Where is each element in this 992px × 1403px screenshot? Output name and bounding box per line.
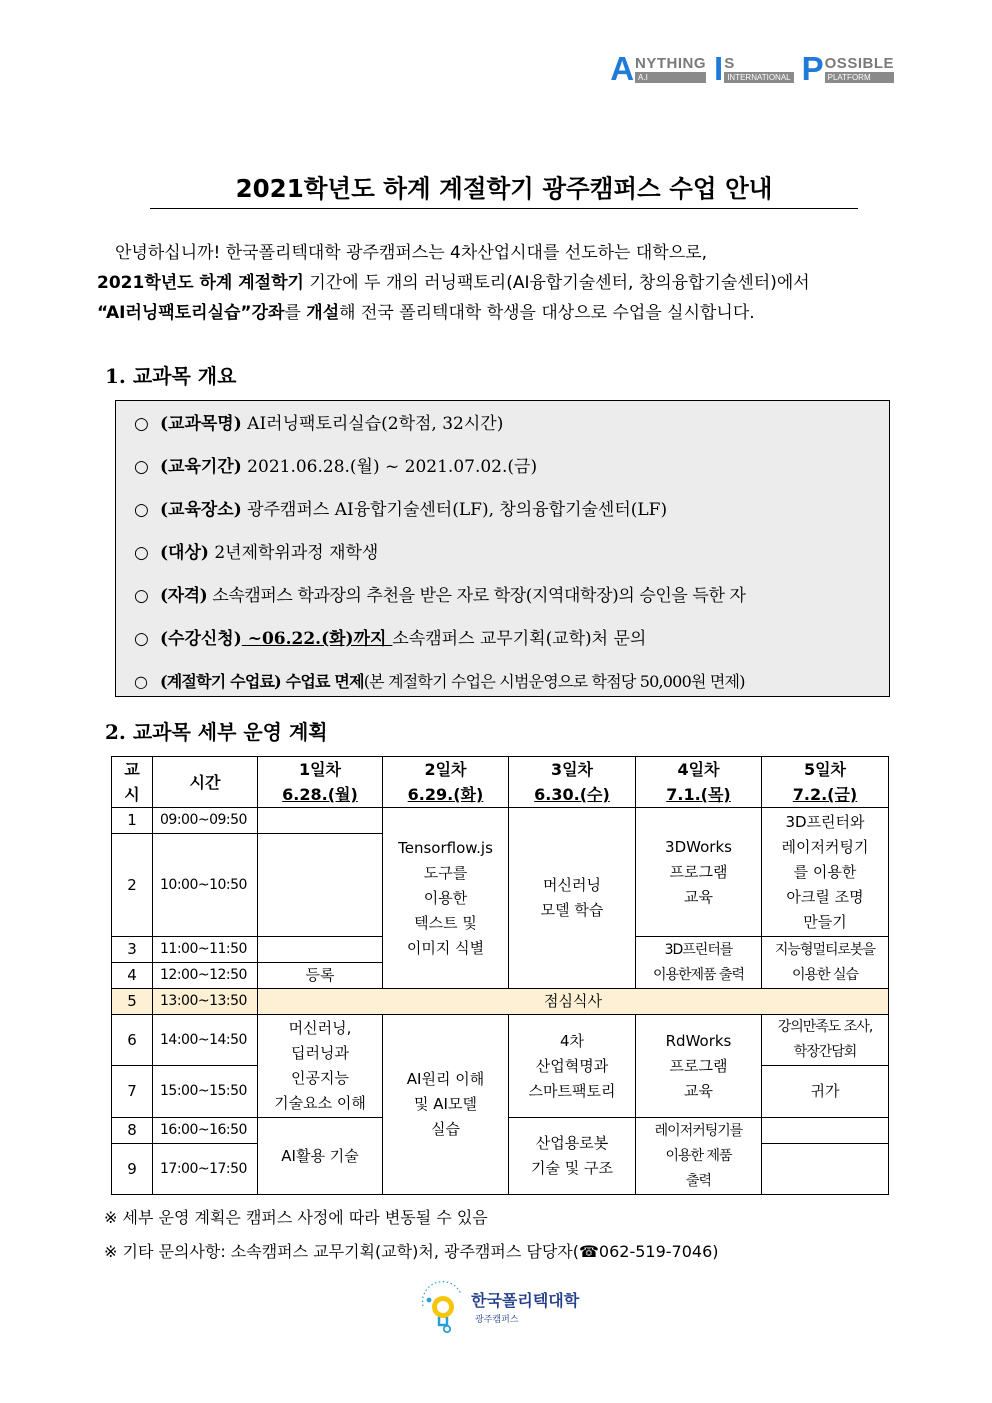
registration-deadline: ~06.22.(화)까지 bbox=[241, 629, 393, 649]
period-time: 13:00~13:50 bbox=[153, 989, 258, 1015]
header-time: 시간 bbox=[153, 757, 258, 808]
schedule-cell: 3D프린터와 레이저커팅기 를 이용한 아크릴 조명 만들기 bbox=[762, 808, 889, 937]
header-period: 교 시 bbox=[112, 757, 153, 808]
table-row-lunch bbox=[112, 989, 889, 1015]
section-heading-schedule: 2. 교과목 세부 운영 계획 bbox=[105, 720, 328, 744]
brand-letter: P bbox=[801, 50, 824, 87]
schedule-cell-lunch: 점심식사 bbox=[258, 989, 889, 1015]
brand-word-rest: NYTHING bbox=[635, 55, 707, 72]
brand-letter: A bbox=[610, 50, 635, 87]
overview-item: ○ (대상) 2년제학위과정 재학생 bbox=[134, 539, 889, 582]
schedule-cell: 등록 bbox=[258, 963, 383, 989]
schedule-cell-empty bbox=[258, 937, 383, 963]
brand-word-sub: INTERNATIONAL bbox=[724, 72, 793, 83]
lightbulb-icon bbox=[417, 1280, 469, 1338]
brand-word-rest: S bbox=[724, 55, 735, 72]
brand-word-anything bbox=[610, 50, 707, 87]
period-number: 8 bbox=[112, 1118, 153, 1144]
overview-item: ○ (교육장소) 광주캠퍼스 AI융합기술센터(LF), 창의융합기술센터(LF) bbox=[134, 496, 889, 539]
schedule-cell: 레이저커팅기를 이용한 제품 출력 bbox=[636, 1118, 762, 1195]
period-time: 16:00~16:50 bbox=[153, 1118, 258, 1144]
bullet-icon: ○ bbox=[134, 414, 149, 434]
bullet-icon: ○ bbox=[134, 672, 148, 691]
intro-line-1: 안녕하십니까! 한국폴리텍대학 광주캠퍼스는 4차산업시대를 선도하는 대학으로, bbox=[115, 243, 707, 263]
header-day-1: 1일차 6.28.(월) bbox=[258, 757, 383, 808]
period-time: 12:00~12:50 bbox=[153, 963, 258, 989]
schedule-cell-empty bbox=[762, 1118, 889, 1144]
logo-sub-text: 광주캠퍼스 bbox=[475, 1315, 519, 1325]
section-heading-overview: 1. 교과목 개요 bbox=[105, 364, 237, 388]
schedule-cell: 머신러닝, 딥러닝과 인공지능 기술요소 이해 bbox=[258, 1015, 383, 1118]
schedule-cell: Tensorflow.js 도구를 이용한 텍스트 및 이미지 식별 bbox=[383, 808, 509, 989]
period-number: 9 bbox=[112, 1144, 153, 1195]
period-number: 1 bbox=[112, 808, 153, 834]
schedule-table-wrap bbox=[111, 756, 888, 1195]
intro-line-2: 2021학년도 하계 계절학기 기간에 두 개의 러닝팩토리(AI융합기술센터, 창의융합기술센터)에서 bbox=[97, 273, 810, 293]
brand-word-sub: A.I bbox=[635, 72, 706, 83]
period-time: 14:00~14:50 bbox=[153, 1015, 258, 1066]
note-contact: ※ 기타 문의사항: 소속캠퍼스 교무기획(교학)처, 광주캠퍼스 담당자(☎062-519-7046) bbox=[104, 1242, 719, 1261]
schedule-table bbox=[111, 756, 889, 1195]
overview-item: ○ (계절학기 수업료) 수업료 면제(본 계절학기 수업은 시범운영으로 학점당 50,000원 면제) bbox=[134, 668, 889, 711]
schedule-cell: 강의만족도 조사, 학장간담회 bbox=[762, 1015, 889, 1066]
schedule-cell: AI원리 이해 및 AI모델 실습 bbox=[383, 1015, 509, 1195]
overview-item: ○ (교육기간) 2021.06.28.(월) ~ 2021.07.02.(금) bbox=[134, 453, 889, 496]
overview-item: ○ (수강신청) ~06.22.(화)까지 소속캠퍼스 교무기획(교학)처 문의 bbox=[134, 625, 889, 668]
period-number: 6 bbox=[112, 1015, 153, 1066]
period-time: 11:00~11:50 bbox=[153, 937, 258, 963]
schedule-cell: AI활용 기술 bbox=[258, 1118, 383, 1195]
period-number: 2 bbox=[112, 834, 153, 937]
bullet-icon: ○ bbox=[134, 543, 149, 563]
brand-word-rest: OSSIBLE bbox=[824, 55, 894, 72]
schedule-cell: 귀가 bbox=[762, 1066, 889, 1118]
intro-paragraph bbox=[97, 238, 895, 328]
note-schedule-change: ※ 세부 운영 계획은 캠퍼스 사정에 따라 변동될 수 있음 bbox=[104, 1208, 488, 1227]
brand-word-is bbox=[714, 50, 794, 87]
brand-logo bbox=[610, 49, 894, 87]
bullet-icon: ○ bbox=[134, 586, 149, 606]
schedule-cell: 3D프린터를 이용한제품 출력 bbox=[636, 937, 762, 989]
period-time: 10:00~10:50 bbox=[153, 834, 258, 937]
university-logo bbox=[417, 1280, 617, 1340]
schedule-cell: RdWorks 프로그램 교육 bbox=[636, 1015, 762, 1118]
schedule-cell: 3DWorks 프로그램 교육 bbox=[636, 808, 762, 937]
bullet-icon: ○ bbox=[134, 629, 149, 649]
period-number: 7 bbox=[112, 1066, 153, 1118]
logo-text bbox=[471, 1290, 579, 1325]
overview-item: ○ (교과목명) AI러닝팩토리실습(2학점, 32시간) bbox=[134, 410, 889, 453]
bullet-icon: ○ bbox=[134, 500, 149, 520]
brand-letter: I bbox=[714, 50, 724, 87]
header-day-4: 4일차 7.1.(목) bbox=[636, 757, 762, 808]
header-day-2: 2일차 6.29.(화) bbox=[383, 757, 509, 808]
schedule-cell-empty bbox=[258, 834, 383, 937]
brand-word-possible bbox=[801, 50, 894, 87]
bullet-icon: ○ bbox=[134, 457, 149, 477]
table-row bbox=[112, 808, 889, 834]
header-day-5: 5일차 7.2.(금) bbox=[762, 757, 889, 808]
page-title: 2021학년도 하계 계절학기 광주캠퍼스 수업 안내 bbox=[150, 172, 858, 209]
period-time: 09:00~09:50 bbox=[153, 808, 258, 834]
logo-main-text: 한국폴리텍대학 bbox=[471, 1291, 580, 1310]
schedule-cell: 4차 산업혁명과 스마트팩토리 bbox=[509, 1015, 636, 1118]
overview-box bbox=[115, 400, 890, 697]
period-number: 3 bbox=[112, 937, 153, 963]
notes bbox=[104, 1201, 719, 1269]
brand-word-sub: PLATFORM bbox=[825, 72, 894, 83]
period-time: 15:00~15:50 bbox=[153, 1066, 258, 1118]
schedule-cell-empty bbox=[762, 1144, 889, 1195]
schedule-cell: 지능형멀티로봇을 이용한 실습 bbox=[762, 937, 889, 989]
header-day-3: 3일차 6.30.(수) bbox=[509, 757, 636, 808]
period-number: 4 bbox=[112, 963, 153, 989]
schedule-cell-empty bbox=[258, 808, 383, 834]
overview-item: ○ (자격) 소속캠퍼스 학과장의 추천을 받은 자로 학장(지역대학장)의 승인을 득한 자 bbox=[134, 582, 889, 625]
schedule-cell: 머신러닝 모델 학습 bbox=[509, 808, 636, 989]
intro-line-3: “AI러닝팩토리실습”강좌를 개설해 전국 폴리텍대학 학생을 대상으로 수업을 실시합니다. bbox=[97, 303, 755, 323]
schedule-cell: 산업용로봇 기술 및 구조 bbox=[509, 1118, 636, 1195]
period-number: 5 bbox=[112, 989, 153, 1015]
table-row bbox=[112, 1015, 889, 1066]
table-header-row bbox=[112, 757, 889, 808]
period-time: 17:00~17:50 bbox=[153, 1144, 258, 1195]
